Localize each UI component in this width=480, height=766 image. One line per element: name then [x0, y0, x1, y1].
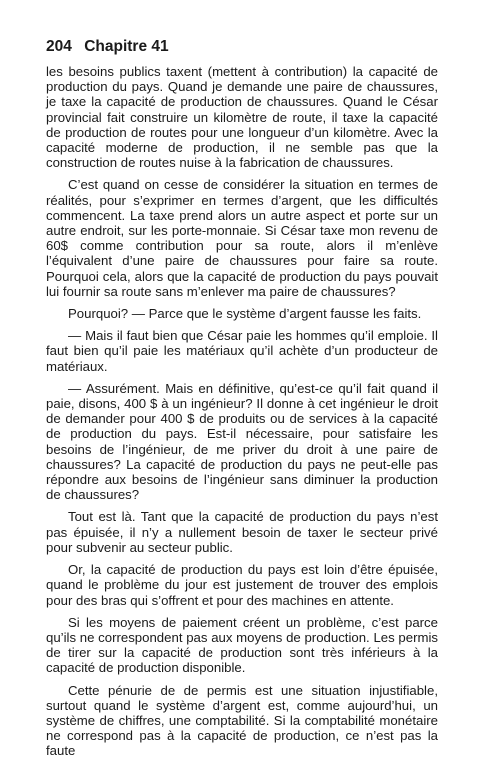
paragraph: Or, la capacité de production du pays est loin d’être épuisée, quand le problème du jour est justement de trouver des emplois pour des bras qui s’offrent et pour des machines en attente. [46, 562, 438, 608]
chapter-title: Chapitre 41 [84, 38, 169, 55]
paragraph: — Assurément. Mais en définitive, qu’est-ce qu’il fait quand il paie, disons, 400 $ à un ingénieur? Il donne à cet ingénieur le droit de demander pour 400 $ de produits ou de services à la capacité de production du pays. Est-il nécessaire, pour satisfaire les besoins de l’ingénieur, de me priver du droit à une paire de chaussures? La capacité de production du pays ne peut-elle pas répondre aux besoins de l’ingénieur sans diminuer la production de chaussures? [46, 380, 438, 503]
book-page [46, 38, 438, 766]
paragraph: Pourquoi? — Parce que le système d’argent fausse les faits. [68, 306, 422, 322]
paragraph: les besoins publics taxent (mettent à contribution) la capacité de production du pays. Quand je demande une paire de chaussures, je taxe la capacité de production de chaussures. Quand le César provincial fait construire un kilomètre de route, il taxe la capacité de production de routes pour une longueur d’un kilomètre. Avec la capacité moderne de production, il ne semble pas que la construction de routes nuise à la fabrication de chaussures. [46, 64, 438, 171]
paragraph: Tout est là. Tant que la capacité de production du pays n’est pas épuisée, il n’y a nullement besoin de taxer le secteur privé pour subvenir au secteur public. [46, 509, 438, 555]
paragraph: Si les moyens de paiement créent un problème, c’est parce qu’ils ne correspondent pas aux moyens de production. Les permis de tirer sur la capacité de production sont très inférieurs à la capacité de production disponible. [46, 614, 438, 676]
paragraph: — Mais il faut bien que César paie les hommes qu’il emploie. Il faut bien qu’il paie les matériaux qu’il achète d’un producteur de matériaux. [46, 328, 438, 374]
paragraph: C’est quand on cesse de considérer la situation en termes de réalités, pour s’exprimer en termes d’argent, que les difficultés commencent. La taxe prend alors un autre aspect et porte sur un autre endroit, sur les porte-monnaie. Si César taxe mon revenu de 60$ comme contribution pour sa route, alors il m’enlève l’équivalent d’une paire de chaussures pour faire sa route. Pourquoi cela, alors que la capacité de production du pays pouvait lui fournir sa route sans m’enlever ma paire de chaussures? [46, 177, 438, 299]
page-number: 204 [46, 38, 72, 55]
page-header [46, 38, 438, 56]
paragraph: Cette pénurie de de permis est une situation injustifiable, surtout quand le système d’argent est, comme aujourd’hui, un système de chiffres, une comptabilité. Si la comptabilité monétaire ne correspond pas à la capacité de production, ce n’est pas la faute [46, 682, 438, 759]
